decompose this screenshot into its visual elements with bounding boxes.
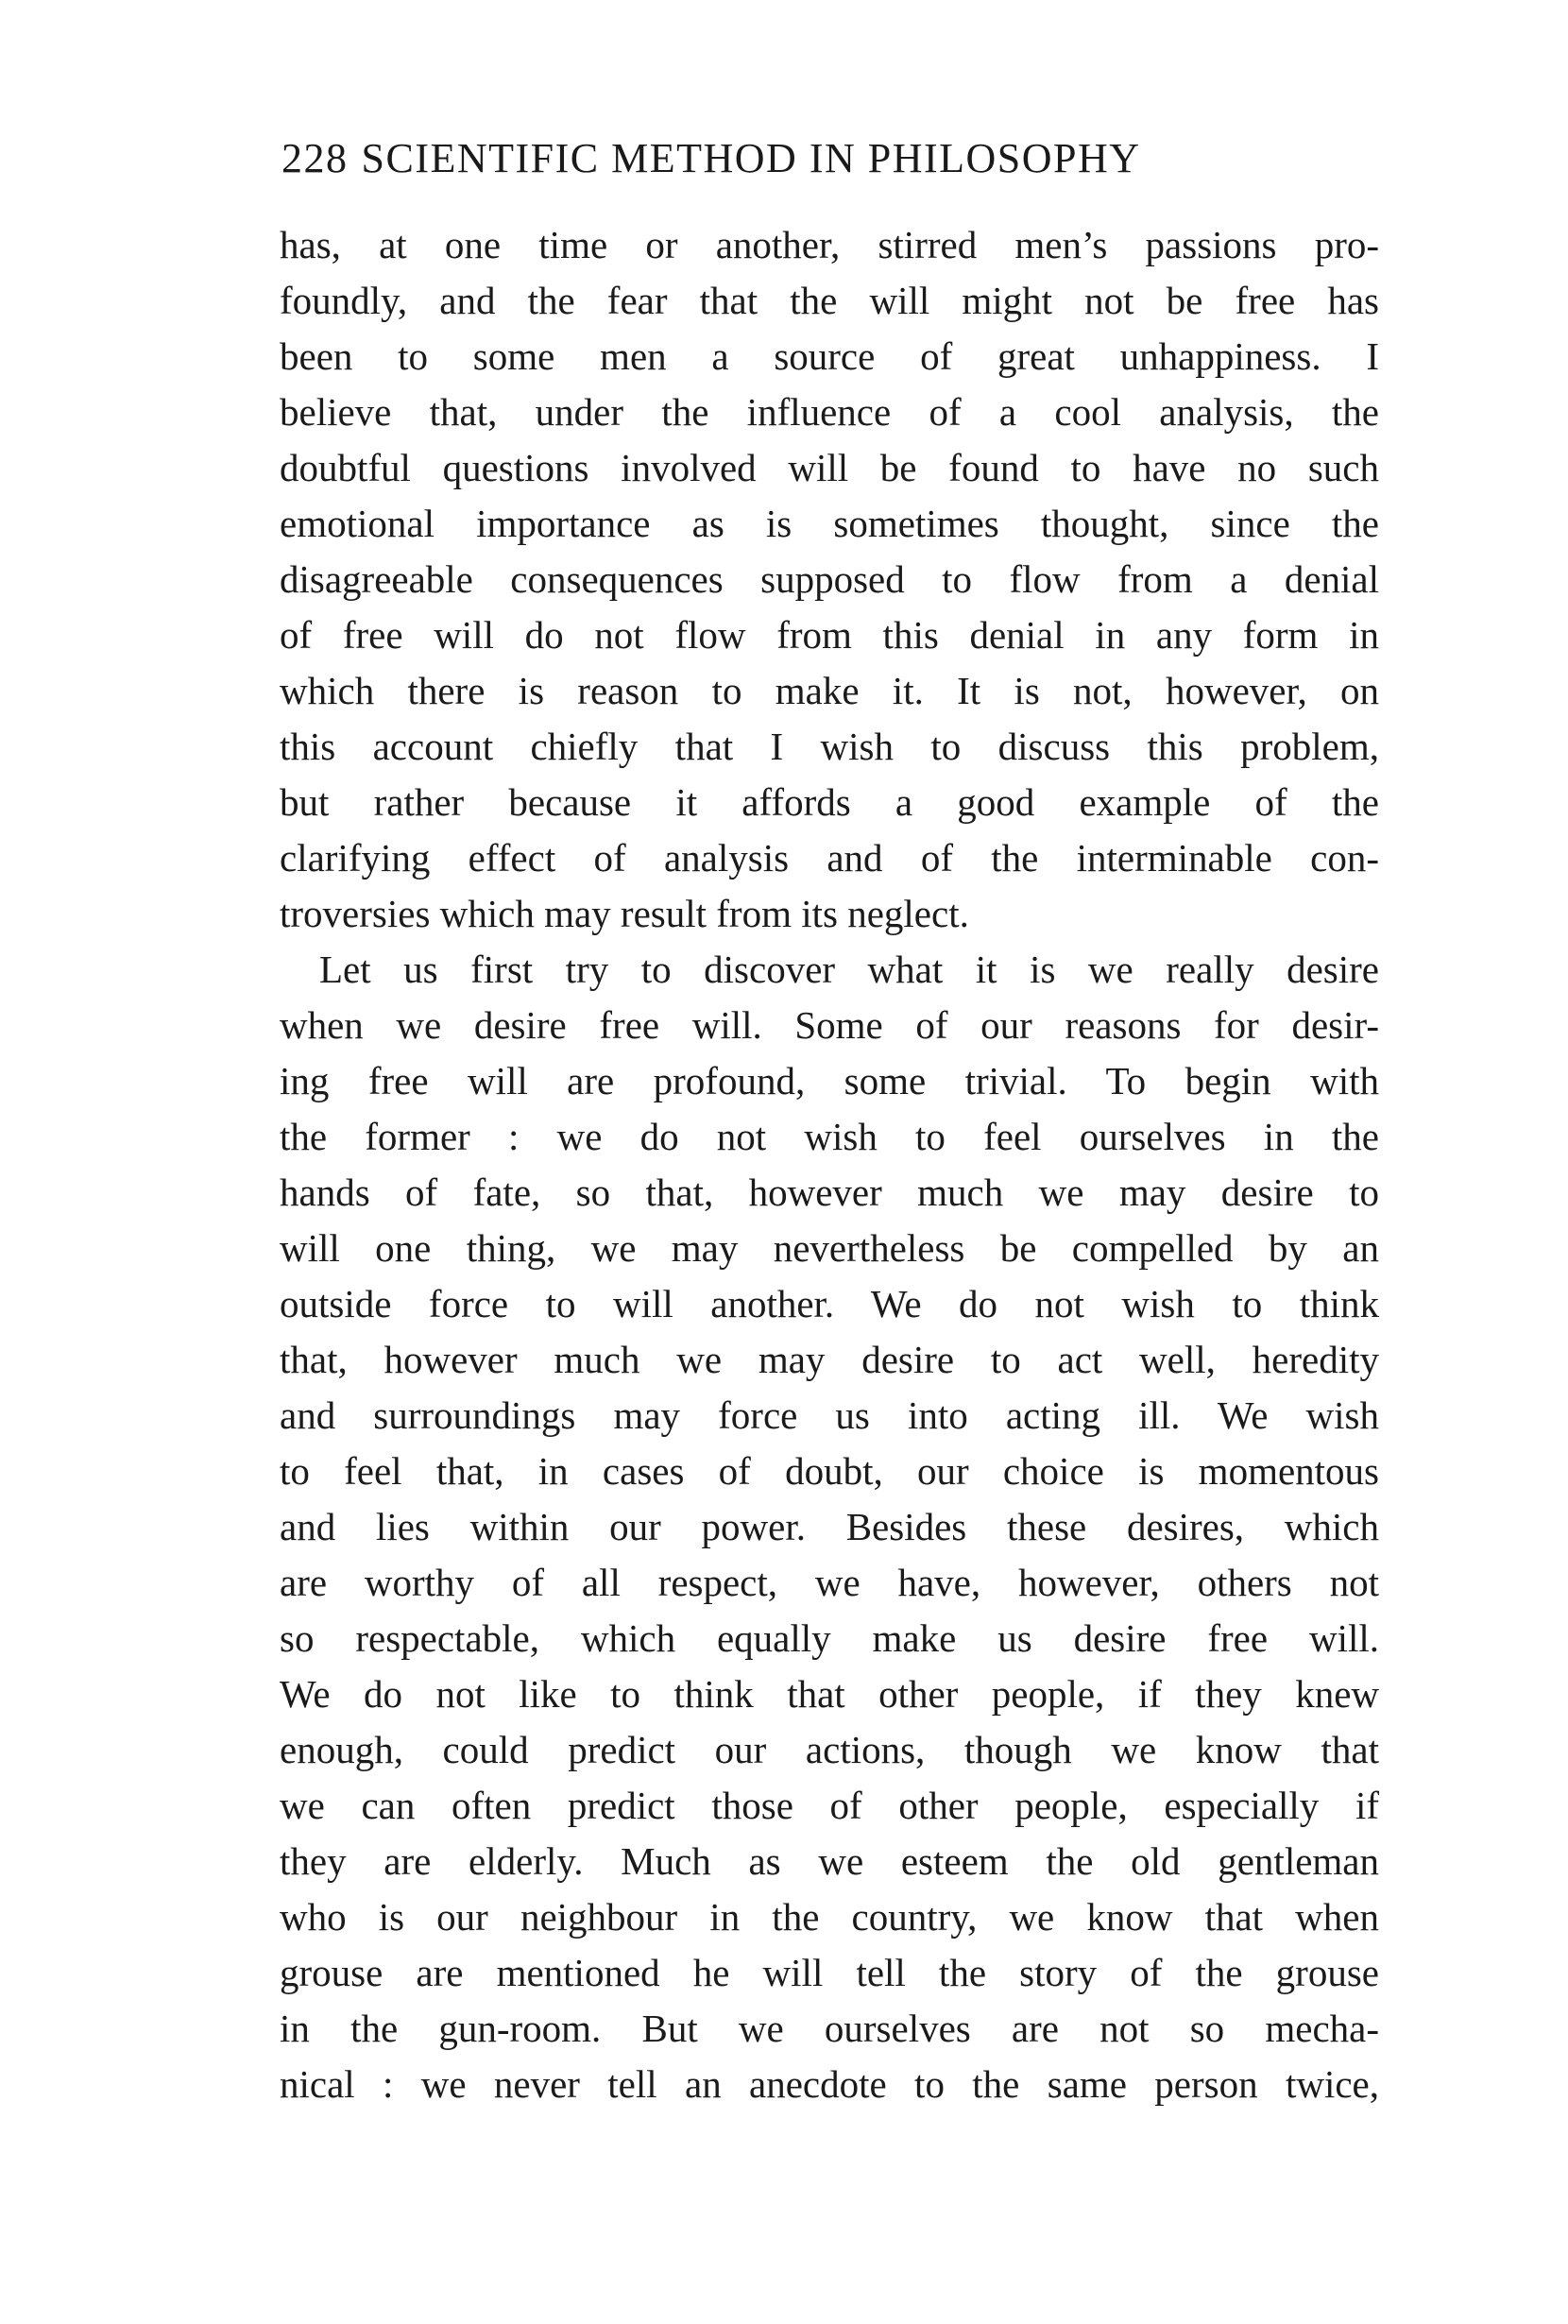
text-line: has, at one time or another, stirred men’s passions pro- bbox=[280, 223, 1379, 266]
text-line: disagreeable consequences supposed to flow from a denial bbox=[280, 557, 1379, 601]
text-line: when we desire free will. Some of our reasons for desir- bbox=[280, 1003, 1379, 1047]
text-line: will one thing, we may nevertheless be compelled by an bbox=[280, 1226, 1379, 1270]
text-line: who is our neighbour in the country, we know that when bbox=[280, 1895, 1379, 1939]
text-line: the former : we do not wish to feel ourselves in the bbox=[280, 1115, 1379, 1158]
text-line: so respectable, which equally make us desire free will. bbox=[280, 1616, 1379, 1660]
running-header bbox=[281, 134, 1358, 182]
text-line: in the gun-room. But we ourselves are not so mecha- bbox=[280, 2007, 1379, 2050]
text-line: and lies within our power. Besides these desires, which bbox=[280, 1505, 1379, 1548]
page-number: 228 bbox=[281, 135, 349, 181]
text-line: clarifying effect of analysis and of the interminable con- bbox=[280, 836, 1379, 880]
text-line: nical : we never tell an anecdote to the same person twice, bbox=[280, 2062, 1379, 2106]
text-line: grouse are mentioned he will tell the story of the grouse bbox=[280, 1951, 1379, 1994]
text-line: this account chiefly that I wish to discuss this problem, bbox=[280, 725, 1379, 768]
text-line: of free will do not flow from this denial in any form in bbox=[280, 613, 1379, 657]
text-line: we can often predict those of other people, especially if bbox=[280, 1784, 1379, 1827]
text-line: troversies which may result from its neglect. bbox=[280, 892, 969, 935]
text-line: but rather because it affords a good example of the bbox=[280, 780, 1379, 824]
text-line: enough, could predict our actions, though we know that bbox=[280, 1728, 1379, 1771]
text-line: foundly, and the fear that the will might not be free has bbox=[280, 279, 1379, 322]
text-line: that, however much we may desire to act well, heredity bbox=[280, 1338, 1379, 1381]
text-line: they are elderly. Much as we esteem the old gentleman bbox=[280, 1839, 1379, 1883]
text-line: Let us first try to discover what it is we really desire bbox=[319, 948, 1379, 991]
text-line: We do not like to think that other people, if they knew bbox=[280, 1672, 1379, 1716]
page-body-text bbox=[280, 217, 1379, 2112]
text-line: doubtful questions involved will be found to have no such bbox=[280, 446, 1379, 489]
text-line: believe that, under the influence of a cool analysis, the bbox=[280, 390, 1379, 434]
text-line: and surroundings may force us into acting ill. We wish bbox=[280, 1393, 1379, 1437]
text-line: emotional importance as is sometimes thought, since the bbox=[280, 502, 1379, 545]
text-line: ing free will are profound, some trivial. To begin with bbox=[280, 1059, 1379, 1102]
running-title: SCIENTIFIC METHOD IN PHILOSOPHY bbox=[361, 135, 1141, 181]
text-line: outside force to will another. We do not wish to think bbox=[280, 1282, 1379, 1325]
text-line: to feel that, in cases of doubt, our choice is momentous bbox=[280, 1449, 1379, 1493]
text-line: hands of fate, so that, however much we may desire to bbox=[280, 1171, 1379, 1214]
text-line: which there is reason to make it. It is not, however, on bbox=[280, 669, 1379, 712]
text-line: been to some men a source of great unhappiness. I bbox=[280, 334, 1379, 378]
text-line: are worthy of all respect, we have, however, others not bbox=[280, 1561, 1379, 1604]
